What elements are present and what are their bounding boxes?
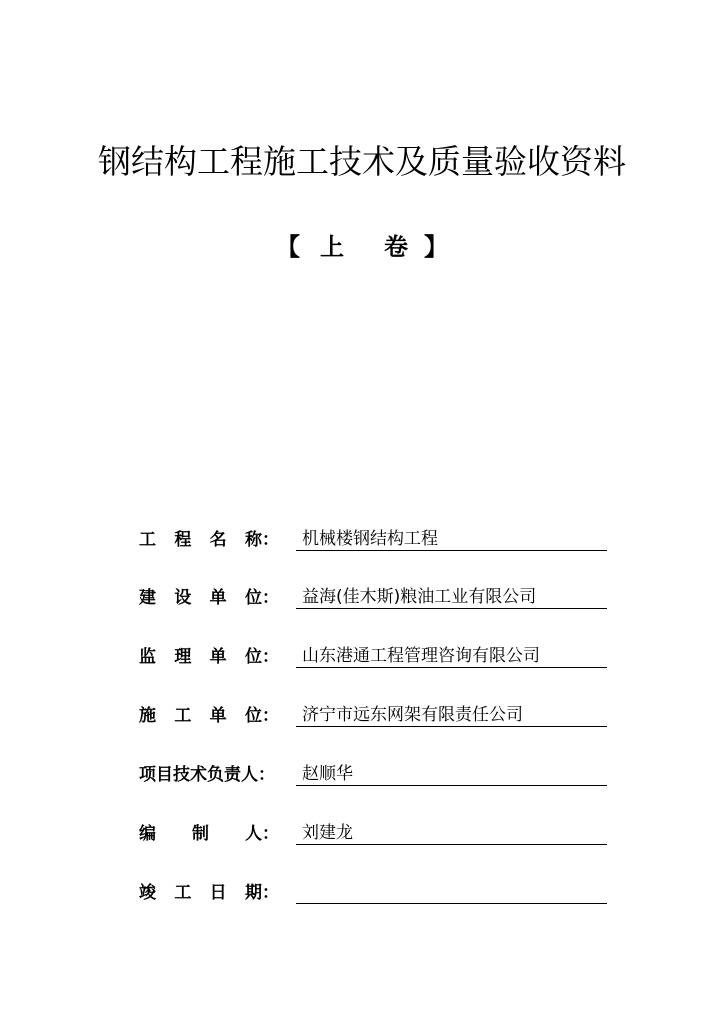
label-char: 位： xyxy=(244,588,279,608)
label-char: 工 xyxy=(139,530,156,550)
volume-char-2: 卷 xyxy=(384,233,408,261)
label-char: 竣 xyxy=(139,883,156,903)
label-char: 单 xyxy=(209,647,227,667)
label-char: 工 xyxy=(174,883,192,903)
field-value-construction-unit: 益海(佳木斯)粮油工业有限公司 xyxy=(296,585,607,609)
label-char: 设 xyxy=(174,588,192,608)
document-title: 钢结构工程施工技术及质量验收资料 xyxy=(98,142,626,181)
label-char: 监 xyxy=(139,647,156,667)
field-label xyxy=(139,821,279,847)
label-char: 单 xyxy=(209,706,227,726)
field-label xyxy=(139,527,279,553)
field-label xyxy=(139,585,279,611)
label-char: 程 xyxy=(174,530,192,550)
label-char: 名 xyxy=(209,530,227,550)
field-label xyxy=(139,880,279,906)
label-char: 期： xyxy=(244,883,279,903)
volume-bracket-right: 】 xyxy=(424,233,448,261)
field-technical-lead xyxy=(139,762,609,788)
field-label xyxy=(139,644,279,670)
field-value-project-name: 机械楼钢结构工程 xyxy=(296,527,607,551)
label-char: 日 xyxy=(209,883,227,903)
volume-label xyxy=(0,230,724,264)
field-completion-date xyxy=(139,880,609,906)
field-value-compiler: 刘建龙 xyxy=(296,821,607,845)
volume-char-1: 上 xyxy=(320,233,344,261)
field-value-contractor-unit: 济宁市远东网架有限责任公司 xyxy=(296,703,607,727)
label-char: 称： xyxy=(244,530,279,550)
label-char: 制 xyxy=(192,824,209,844)
field-project-name xyxy=(139,527,609,553)
label-char: 位： xyxy=(244,706,279,726)
field-value-supervision-unit: 山东港通工程管理咨询有限公司 xyxy=(296,644,607,668)
label-char: 人： xyxy=(245,824,279,844)
field-value-completion-date xyxy=(296,880,607,904)
label-char: 编 xyxy=(139,824,156,844)
label-char: 单 xyxy=(209,588,227,608)
field-compiler xyxy=(139,821,609,847)
field-supervision-unit xyxy=(139,644,609,670)
label-char: 施 xyxy=(139,706,156,726)
field-label: 项目技术负责人： xyxy=(139,765,275,785)
label-char: 理 xyxy=(174,647,192,667)
volume-bracket-left: 【 xyxy=(276,233,300,261)
label-char: 位： xyxy=(244,647,279,667)
field-value-technical-lead: 赵顺华 xyxy=(296,762,607,786)
label-char: 建 xyxy=(139,588,156,608)
field-construction-unit xyxy=(139,585,609,611)
label-char: 工 xyxy=(174,706,192,726)
field-contractor-unit xyxy=(139,703,609,729)
field-label xyxy=(139,703,279,729)
